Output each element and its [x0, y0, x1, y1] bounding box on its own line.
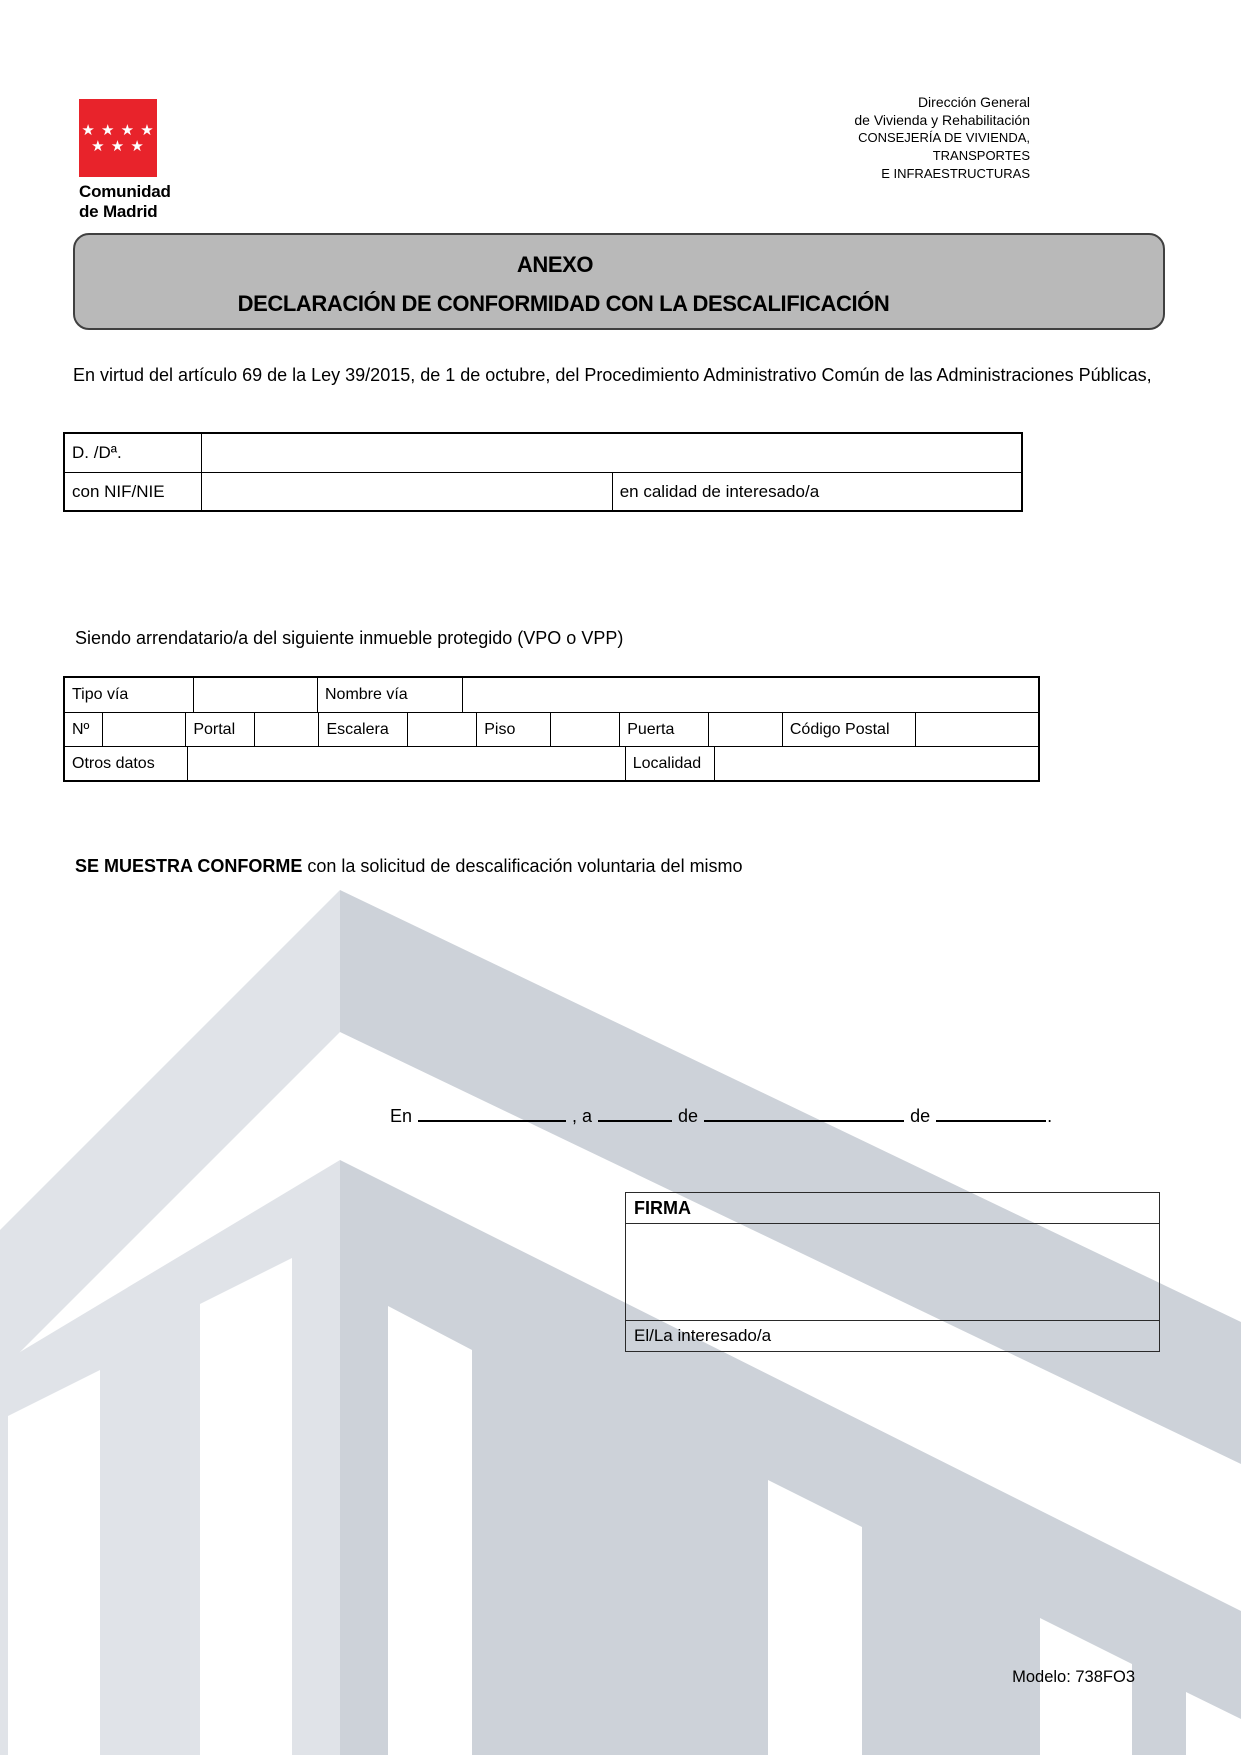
escalera-label: Escalera — [318, 713, 407, 746]
date-word-de2: de — [910, 1106, 931, 1126]
flag-stars-row-bottom: ★ ★ ★ — [91, 137, 145, 155]
date-place-blank[interactable] — [418, 1100, 566, 1122]
nombre-via-label: Nombre vía — [317, 678, 462, 712]
logo-wordmark-line2: de Madrid — [79, 202, 158, 221]
date-year-blank[interactable] — [936, 1100, 1046, 1122]
property-intro-line: Siendo arrendatario/a del siguiente inmueble protegido (VPO o VPP) — [75, 628, 624, 648]
department-line: CONSEJERÍA DE VIVIENDA, — [858, 130, 1030, 145]
department-line: Dirección General — [917, 94, 1030, 110]
nif-label: con NIF/NIE — [72, 481, 165, 501]
logo-wordmark-line1: Comunidad — [79, 182, 171, 201]
conformity-statement-rest: con la solicitud de descalificación voluntaria del mismo — [302, 856, 743, 876]
date-period: . — [1047, 1106, 1053, 1126]
signature-box-footer: El/La interesado/a — [626, 1320, 1159, 1351]
tipo-via-label: Tipo vía — [72, 686, 129, 703]
department-header — [854, 93, 1030, 183]
nombre-via-input-cell[interactable] — [462, 678, 1038, 712]
department-line: TRANSPORTES — [932, 148, 1030, 163]
piso-input-cell[interactable] — [550, 713, 619, 746]
title-banner — [73, 233, 1165, 330]
table-row — [65, 746, 1038, 780]
tipo-via-input-cell[interactable] — [193, 678, 317, 712]
form-title: ANEXO — [516, 252, 594, 277]
portal-label: Portal — [185, 713, 254, 746]
name-label: D. /Dª. — [72, 443, 122, 462]
date-word-comma-a: , a — [572, 1106, 593, 1126]
name-input-cell[interactable] — [201, 434, 1021, 472]
codigo-postal-input-cell[interactable] — [915, 713, 1038, 746]
table-row — [65, 472, 1021, 510]
piso-label: Piso — [476, 713, 550, 746]
otros-datos-label: Otros datos — [72, 754, 155, 772]
form-subtitle: DECLARACIÓN DE CONFORMIDAD CON LA DESCALIFICACIÓN — [237, 291, 890, 316]
legal-intro-paragraph: En virtud del artículo 69 de la Ley 39/2015, de 1 de octubre, del Procedimiento Administrativo Común de las Administraciones Públicas, — [73, 365, 1152, 385]
numero-label: Nº — [72, 720, 90, 738]
signature-area[interactable] — [626, 1224, 1159, 1320]
numero-input-cell[interactable] — [102, 713, 186, 746]
logo-wordmark — [79, 182, 189, 222]
portal-input-cell[interactable] — [254, 713, 318, 746]
nif-input-cell[interactable] — [201, 473, 611, 510]
model-code: Modelo: 738FO3 — [1012, 1668, 1135, 1686]
date-word-de1: de — [678, 1106, 699, 1126]
signature-box — [625, 1192, 1160, 1352]
date-day-blank[interactable] — [598, 1100, 672, 1122]
address-table — [63, 676, 1040, 782]
comunidad-de-madrid-logo — [79, 99, 189, 222]
codigo-postal-label: Código Postal — [782, 713, 915, 746]
otros-datos-input-cell[interactable] — [187, 747, 625, 780]
localidad-input-cell[interactable] — [714, 747, 1038, 780]
escalera-input-cell[interactable] — [407, 713, 476, 746]
madrid-flag-icon — [79, 99, 157, 177]
date-word-en: En — [390, 1106, 413, 1126]
table-row — [65, 434, 1021, 472]
table-row — [65, 678, 1038, 712]
puerta-label: Puerta — [619, 713, 708, 746]
department-line: de Vivienda y Rehabilitación — [854, 112, 1030, 128]
flag-stars-row-top: ★ ★ ★ ★ — [81, 121, 155, 139]
date-month-blank[interactable] — [704, 1100, 904, 1122]
department-line: E INFRAESTRUCTURAS — [881, 166, 1030, 181]
person-table — [63, 432, 1023, 512]
date-line — [390, 1100, 1052, 1127]
conformity-statement — [75, 856, 743, 877]
signature-box-header: FIRMA — [626, 1193, 1159, 1224]
conformity-statement-bold: SE MUESTRA CONFORME — [75, 856, 303, 876]
puerta-input-cell[interactable] — [708, 713, 782, 746]
table-row — [65, 712, 1038, 746]
capacity-label: en calidad de interesado/a — [612, 473, 1021, 510]
localidad-label: Localidad — [625, 747, 715, 780]
